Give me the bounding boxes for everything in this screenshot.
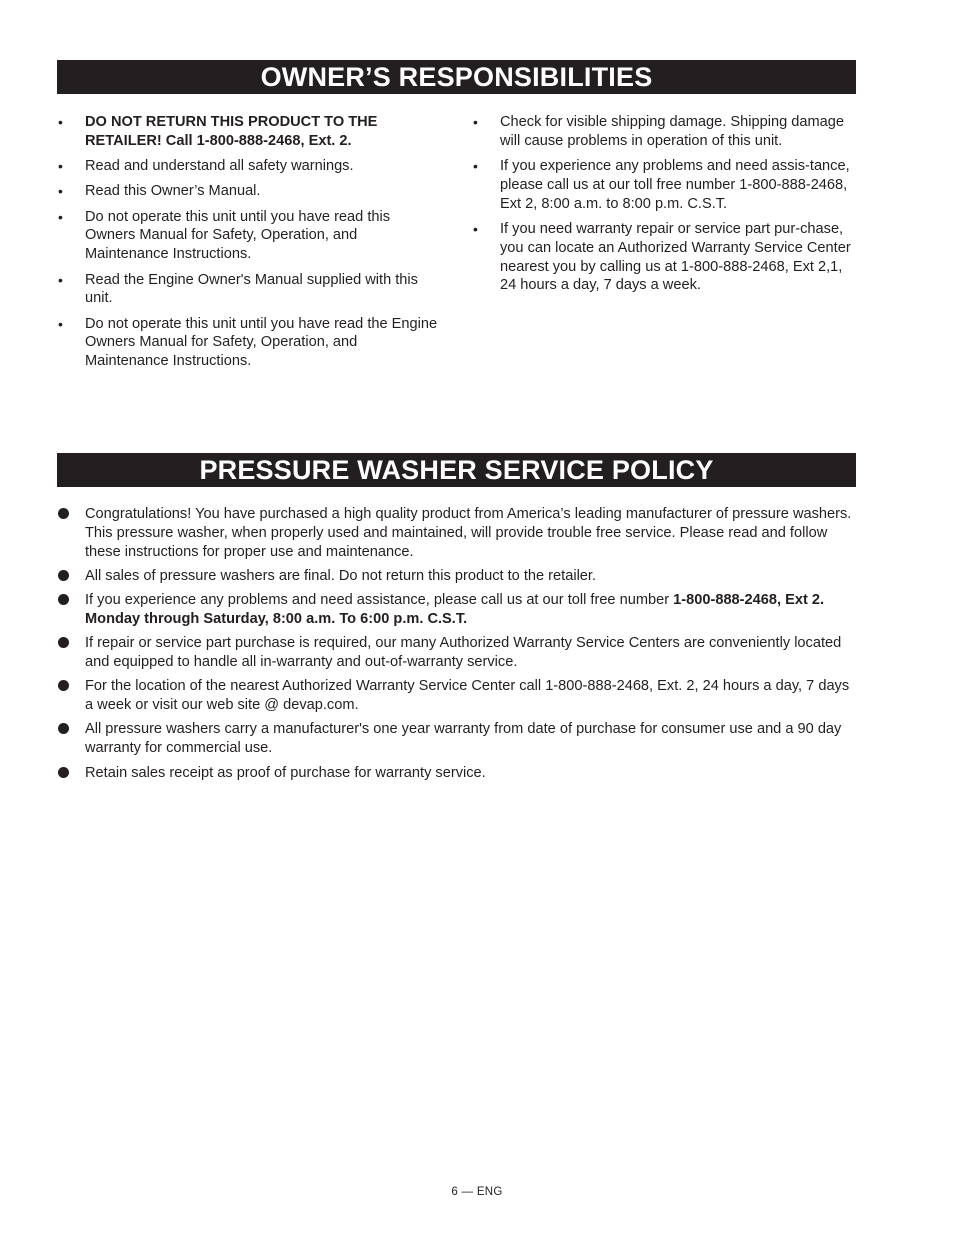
bullet-icon: • bbox=[58, 315, 63, 332]
bullet-icon: • bbox=[58, 271, 63, 288]
list-item: All sales of pressure washers are final. Do not return this product to the retailer. bbox=[57, 567, 857, 586]
list-item: For the location of the nearest Authorized Warranty Service Center call 1-800-888-2468, Ext. 2, 24 hours a day, 7 days a week or visit our web site @ devap.com. bbox=[57, 677, 857, 715]
owners-responsibilities-title: OWNER’S RESPONSIBILITIES bbox=[260, 61, 653, 92]
round-bullet-icon bbox=[58, 767, 69, 778]
list-item: • If you need warranty repair or service part pur-chase, you can locate an Authorized Warranty Service Center nearest you by calling us at 1-800-888-2468, Ext 2,1, 24 hours a day, 7 days a week. bbox=[473, 220, 851, 294]
list-item: • DO NOT RETURN THIS PRODUCT TO THE RETAILER! Call 1-800-888-2468, Ext. 2. bbox=[58, 114, 378, 149]
list-item: If you experience any problems and need assistance, please call us at our toll free number 1-800-888-2468, Ext 2. Monday through Saturday, 8:00 a.m. To 6:00 p.m. C.S.T. bbox=[57, 591, 857, 629]
round-bullet-icon bbox=[58, 594, 69, 605]
bullet-icon: • bbox=[473, 114, 478, 130]
list-item: • Do not operate this unit until you have read this Owners Manual for Safety, Operation, and Maintenance Instructions. bbox=[58, 208, 391, 263]
service-policy-title: PRESSURE WASHER SERVICE POLICY bbox=[199, 454, 714, 485]
list-item: • Read and understand all safety warnings. bbox=[58, 158, 354, 175]
bullet-icon: • bbox=[58, 208, 63, 225]
list-item: • Check for visible shipping damage. Shipping damage will cause problems in operation of this unit. bbox=[473, 114, 844, 149]
round-bullet-icon bbox=[58, 723, 69, 734]
round-bullet-icon bbox=[58, 680, 69, 691]
round-bullet-icon bbox=[58, 570, 69, 581]
bullet-icon: • bbox=[58, 114, 63, 130]
owners-responsibilities-banner bbox=[57, 60, 856, 94]
list-item: • Read the Engine Owner's Manual supplied with this unit. bbox=[58, 271, 418, 307]
owners-left-column bbox=[57, 113, 442, 378]
owners-right-column bbox=[472, 113, 858, 302]
list-item: • Do not operate this unit until you have read the Engine Owners Manual for Safety, Operation, and Maintenance Instructions. bbox=[58, 315, 438, 370]
list-item: All pressure washers carry a manufacturer's one year warranty from date of purchase for consumer use and a 90 day warranty for commercial use. bbox=[57, 720, 857, 758]
round-bullet-icon bbox=[58, 508, 69, 519]
list-item: Congratulations! You have purchased a high quality product from America’s leading manufacturer of pressure washers. This pressure washer, when properly used and maintained, will provide trouble free service. Please read and follow these instructions for proper use and maintenance. bbox=[57, 505, 857, 561]
list-item: If repair or service part purchase is required, our many Authorized Warranty Service Centers are conveniently located and equipped to handle all in-warranty and out-of-warranty service. bbox=[57, 634, 857, 672]
service-policy-list bbox=[57, 505, 857, 788]
bullet-icon: • bbox=[473, 220, 478, 237]
list-item: Retain sales receipt as proof of purchase for warranty service. bbox=[57, 764, 857, 783]
bullet-icon: • bbox=[58, 183, 63, 200]
service-policy-banner bbox=[57, 453, 856, 487]
list-item: • Read this Owner’s Manual. bbox=[58, 183, 261, 200]
round-bullet-icon bbox=[58, 637, 69, 648]
list-item: • If you experience any problems and need assis-tance, please call us at our toll free number 1-800-888-2468, Ext 2, 8:00 a.m. to 8:00 p.m. C.S.T. bbox=[473, 158, 850, 212]
bullet-icon: • bbox=[473, 158, 478, 175]
page-number: 6 — ENG bbox=[451, 1186, 503, 1198]
bullet-icon: • bbox=[58, 158, 63, 175]
